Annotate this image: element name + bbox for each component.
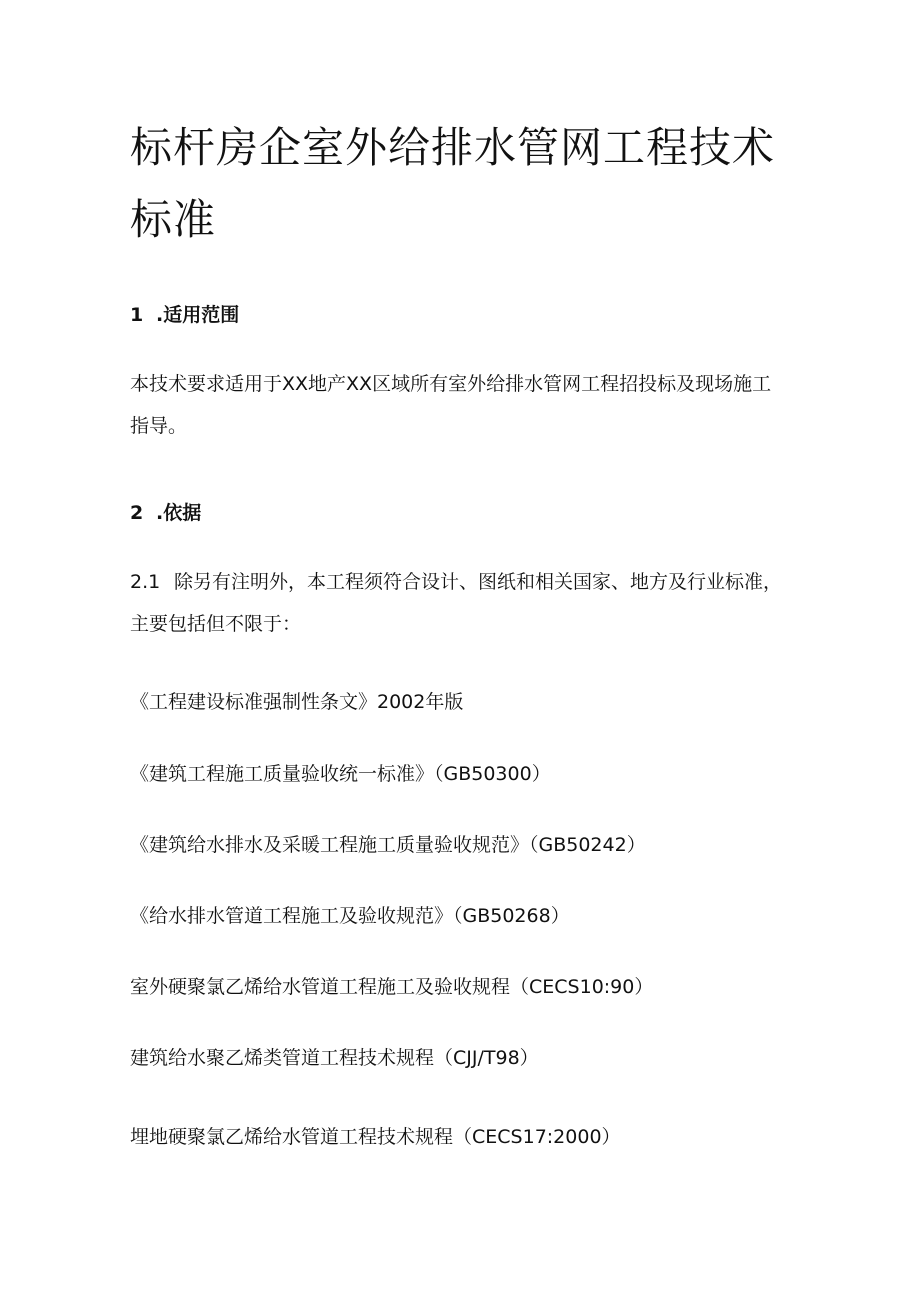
standard-item: 室外硬聚氯乙烯给水管道工程施工及验收规程（CECS10:90）	[130, 976, 654, 998]
standard-item: 《工程建设标准强制性条文》2002年版	[130, 691, 464, 713]
standard-item: 埋地硬聚氯乙烯给水管道工程技术规程（CECS17:2000）	[130, 1126, 621, 1148]
section-heading-text: .适用范围	[156, 304, 240, 326]
standard-item: 建筑给水聚乙烯类管道工程技术规程（CJJ/T98）	[130, 1047, 539, 1069]
standard-item: 《建筑给水排水及采暖工程施工质量验收规范》（GB50242）	[130, 834, 646, 856]
section-heading-text: .依据	[156, 502, 202, 524]
scope-paragraph: 本技术要求适用于XX地产XX区域所有室外给排水管网工程招投标及现场施工指导。	[130, 373, 772, 437]
clause-text: 除另有注明外，本工程须符合设计、图纸和相关国家、地方及行业标准，主要包括但不限于：	[130, 571, 783, 635]
section-heading-basis	[130, 498, 201, 525]
document-title: 标杆房企室外给排水管网工程技术标准	[130, 123, 776, 244]
standard-item: 《给水排水管道工程施工及验收规范》（GB50268）	[130, 905, 570, 927]
section-heading-scope	[130, 300, 239, 327]
standard-item: 《建筑工程施工质量验收统一标准》（GB50300）	[130, 763, 551, 785]
section-number: 2	[130, 502, 144, 524]
section-number: 1	[130, 304, 144, 326]
clause-paragraph	[130, 561, 790, 645]
clause-number: 2.1	[130, 571, 161, 593]
